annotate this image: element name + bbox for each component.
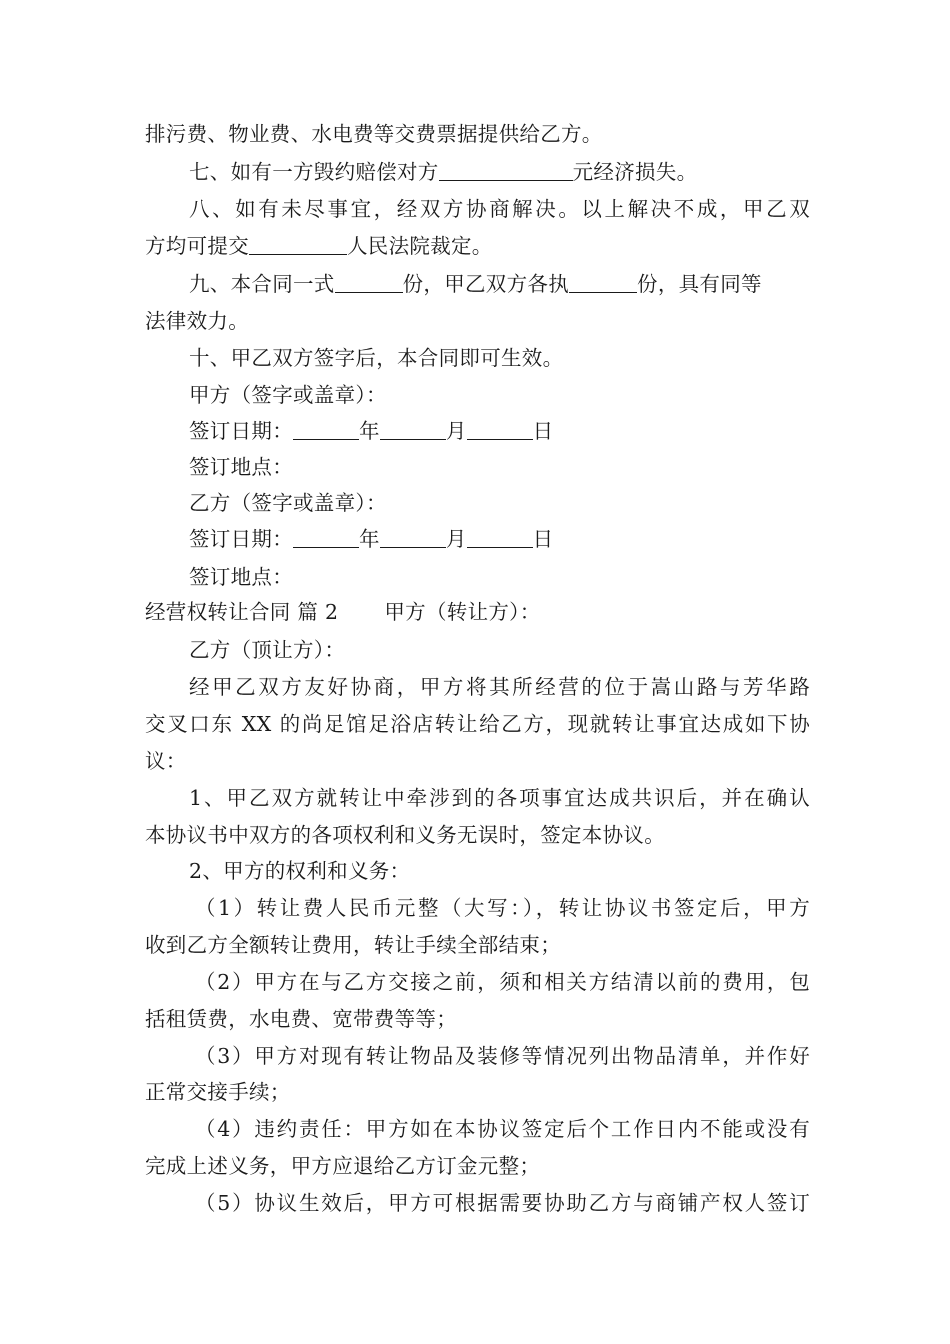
text-span: （4）违约责任：甲方如在本协议签定后个工作日内不能或没有 — [195, 1117, 810, 1141]
text-span: 日 — [532, 527, 554, 551]
text-span: 方均可提交 — [145, 234, 249, 258]
text-span: （1）转让费人民币元整（大写：），转让协议书签定后，甲方 — [195, 896, 810, 920]
text-span: 议： — [145, 749, 187, 773]
text-span: 年 — [359, 527, 380, 551]
party-a-sign-place — [189, 449, 810, 485]
paragraph-line — [145, 1148, 810, 1184]
clause-10 — [189, 340, 810, 376]
text-span: （5）协议生效后，甲方可根据需要协助乙方与商铺产权人签订 — [195, 1191, 810, 1215]
text-span: 年 — [359, 419, 380, 443]
paragraph-line — [195, 1111, 810, 1147]
text-span: 签订地点： — [189, 455, 293, 479]
text-span: 人民法院裁定。 — [347, 234, 493, 258]
text-span: 十、甲乙双方签字后，本合同即可生效。 — [189, 346, 564, 370]
text-span: 九、本合同一式 — [189, 272, 335, 296]
text-span: 1、甲乙双方就转让中牵涉到的各项事宜达成共识后，并在确认 — [189, 786, 810, 810]
text-span: 本协议书中双方的各项权利和义务无误时，签定本协议。 — [145, 823, 665, 847]
text-span: 收到乙方全额转让费用，转让手续全部结束； — [145, 933, 561, 957]
party-b-sign-date — [189, 521, 810, 557]
text-span: 八、如有未尽事宜，经双方协商解决。以上解决不成，甲乙双 — [189, 197, 810, 221]
text-span: 甲方（转让方）： — [384, 600, 541, 624]
text-span: 乙方（签字或盖章）： — [189, 491, 387, 515]
text-line — [145, 228, 810, 264]
paragraph-line — [145, 927, 810, 963]
fill-blank — [293, 525, 359, 548]
text-span: （2）甲方在与乙方交接之前，须和相关方结清以前的费用，包 — [195, 970, 810, 994]
text-span: 日 — [532, 419, 554, 443]
text-span: 签订地点： — [189, 565, 293, 589]
paragraph-line — [189, 780, 810, 816]
text-span: 月 — [445, 527, 467, 551]
fill-blank — [293, 417, 359, 440]
paragraph-line — [145, 1074, 810, 1110]
text-span: 七、如有一方毁约赔偿对方 — [189, 160, 439, 184]
text-span: 月 — [445, 419, 467, 443]
paragraph-line — [189, 853, 810, 889]
party-a-signature-label — [189, 377, 810, 413]
party-b-sign-place — [189, 559, 810, 595]
fill-blank — [569, 270, 637, 293]
text-span: 元经济损失。 — [572, 160, 698, 184]
section-heading — [145, 594, 810, 630]
fill-blank — [249, 232, 347, 255]
paragraph-line — [195, 1038, 810, 1074]
text-span: 完成上述义务，甲方应退给乙方订金元整； — [145, 1154, 541, 1178]
text-span: 2、甲方的权利和义务： — [189, 859, 411, 883]
paragraph-line — [145, 706, 810, 742]
text-span: （3）甲方对现有转让物品及装修等情况列出物品清单，并作好 — [195, 1044, 810, 1068]
clause-8 — [189, 191, 810, 227]
paragraph-line — [195, 890, 810, 926]
text-span: 乙方（顶让方）： — [189, 638, 346, 662]
paragraph-line — [145, 817, 810, 853]
section-title: 经营权转让合同 篇 2 — [145, 600, 339, 624]
fill-blank — [439, 158, 573, 181]
text-span: 甲方（签字或盖章）： — [189, 383, 387, 407]
paragraph-line — [189, 669, 810, 705]
text-line — [145, 303, 810, 339]
text-span: 交叉口东 XX 的尚足馆足浴店转让给乙方，现就转让事宜达成如下协 — [145, 712, 810, 736]
fill-blank — [467, 525, 533, 548]
text-line — [189, 632, 810, 668]
text-span: 签订日期： — [189, 419, 293, 443]
text-line — [145, 116, 810, 152]
clause-7 — [189, 154, 810, 190]
paragraph-line — [145, 743, 810, 779]
clause-9 — [189, 266, 810, 302]
text-span: 签订日期： — [189, 527, 293, 551]
text-span: 正常交接手续； — [145, 1080, 291, 1104]
text-span: 法律效力。 — [145, 309, 249, 333]
text-span: 经甲乙双方友好协商，甲方将其所经营的位于嵩山路与芳华路 — [189, 675, 810, 699]
fill-blank — [335, 270, 403, 293]
paragraph-line — [195, 964, 810, 1000]
paragraph-line — [195, 1185, 810, 1221]
paragraph-line — [145, 1001, 810, 1037]
party-b-signature-label — [189, 485, 810, 521]
text-span: 排污费、物业费、水电费等交费票据提供给乙方。 — [145, 122, 603, 146]
text-span: 份，具有同等 — [637, 272, 762, 296]
party-a-sign-date — [189, 413, 810, 449]
fill-blank — [380, 525, 446, 548]
text-span: 份，甲乙双方各执 — [402, 272, 570, 296]
text-span: 括租赁费，水电费、宽带费等等； — [145, 1007, 457, 1031]
fill-blank — [380, 417, 446, 440]
fill-blank — [467, 417, 533, 440]
